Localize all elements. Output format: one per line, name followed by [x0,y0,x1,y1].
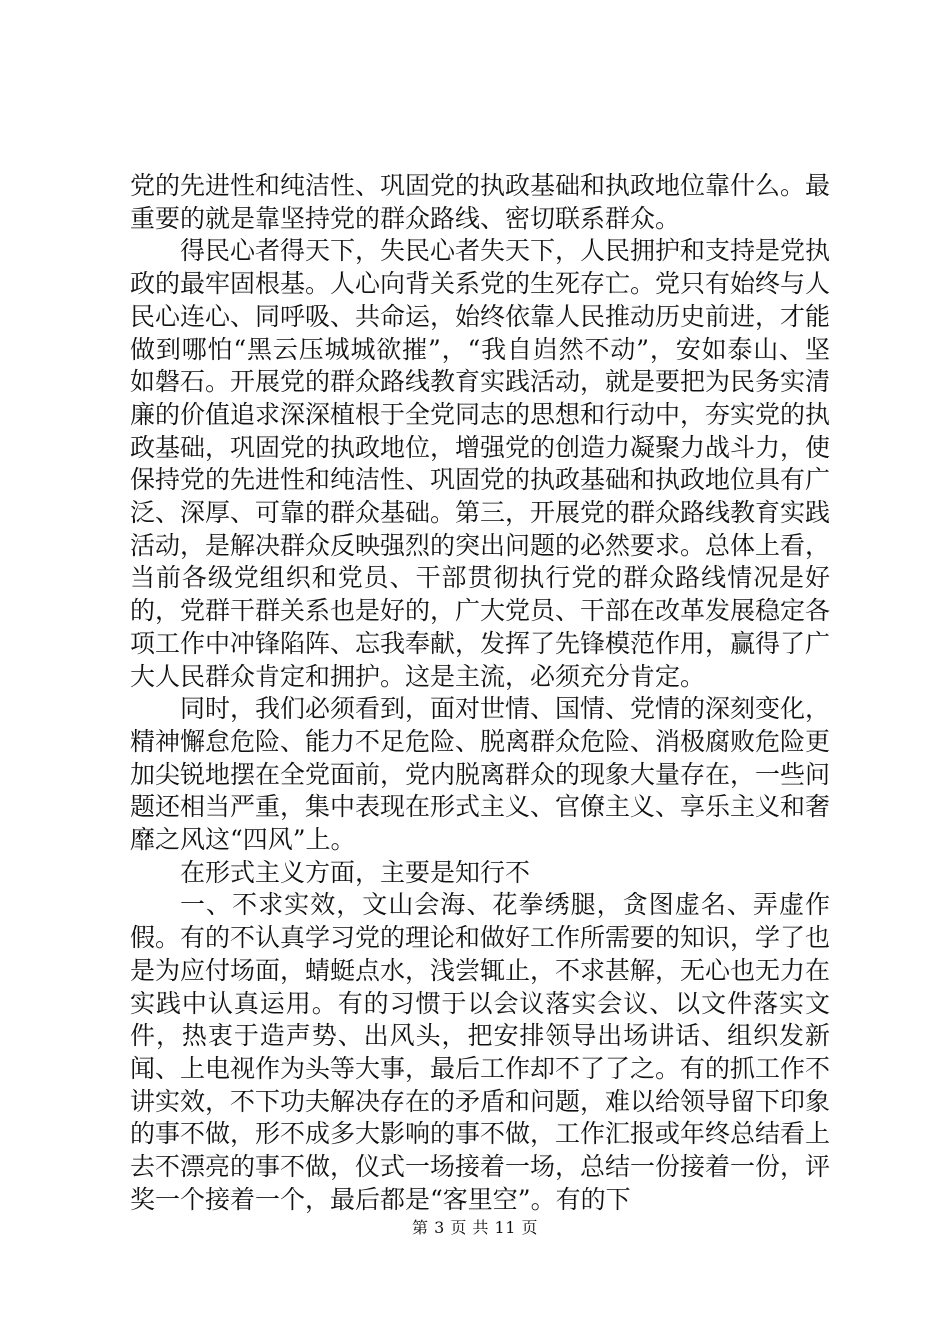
paragraph: 在形式主义方面，主要是知行不 [180,857,531,887]
document-body [130,170,830,1217]
page-footer: 第 3 页 共 11 页 [412,1218,538,1237]
paragraph-continuation: 党的先进性和纯洁性、巩固党的执政基础和执政地位靠什么。最重要的就是靠坚持党的群众路线、密切联系群众。 [130,171,831,233]
paragraph: 得民心者得天下，失民心者失天下，人民拥护和支持是党执政的最牢固根基。人心向背关系党的生死存亡。党只有始终与人民心连心、同呼吸、共命运，始终依靠人民推动历史前进，才能做到哪怕“黑云压城城欲摧”，“我自岿然不动”，安如泰山、坚如磐石。开展党的群众路线教育实践活动，就是要把为民务实清廉的价值追求深深植根于全党同志的思想和行动中，夯实党的执政基础，巩固党的执政地位，增强党的创造力凝聚力战斗力，使保持党的先进性和纯洁性、巩固党的执政基础和执政地位具有广泛、深厚、可靠的群众基础。第三，开展党的群众路线教育实践活动，是解决群众反映强烈的突出问题的必然要求。总体上看，当前各级党组织和党员、干部贯彻执行党的群众路线情况是好的，党群干群关系也是好的，广大党员、干部在改革发展稳定各项工作中冲锋陷阵、忘我奉献，发挥了先锋模范作用，赢得了广大人民群众肯定和拥护。这是主流，必须充分肯定。 [130,236,831,691]
paragraph: 一、不求实效，文山会海、花拳绣腿，贪图虚名、弄虚作假。有的不认真学习党的理论和做好工作所需要的知识，学了也是为应付场面，蜻蜓点水，浅尝辄止，不求甚解，无心也无力在实践中认真运用。有的习惯于以会议落实会议、以文件落实文件，热衷于造声势、出风头，把安排领导出场讲话、组织发新闻、上电视作为头等大事，最后工作却不了了之。有的抓工作不讲实效，不下功夫解决存在的矛盾和问题，难以给领导留下印象的事不做，形不成多大影响的事不做，工作汇报或年终总结看上去不漂亮的事不做，仪式一场接着一场，总结一份接着一份，评奖一个接着一个，最后都是“客里空”。有的下 [130,890,831,1214]
paragraph: 同时，我们必须看到，面对世情、国情、党情的深刻变化，精神懈怠危险、能力不足危险、脱离群众危险、消极腐败危险更加尖锐地摆在全党面前，党内脱离群众的现象大量存在，一些问题还相当严重，集中表现在形式主义、官僚主义、享乐主义和奢靡之风这“四风”上。 [130,694,831,855]
